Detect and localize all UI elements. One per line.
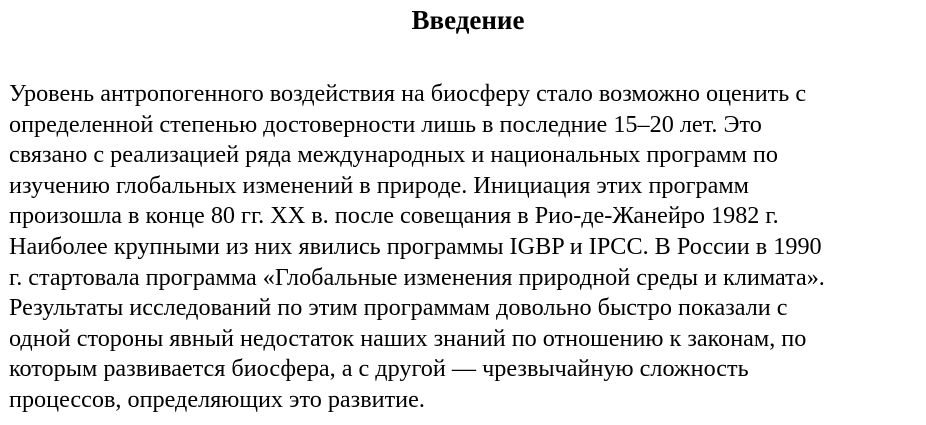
paragraph-line: изучению глобальных изменений в природе. Инициация этих программ bbox=[9, 171, 749, 199]
paragraph-line: Уровень антропогенного воздействия на биосферу стало возможно оценить с bbox=[9, 80, 807, 107]
paragraph-line: одной стороны явный недостаток наших знаний по отношению к законам, по bbox=[9, 324, 807, 352]
introduction-paragraph bbox=[9, 79, 914, 416]
paragraph-line: Наиболее крупными из них явились программы IGBP и IPCC. В России в 1990 bbox=[9, 232, 822, 260]
paragraph-line: г. стартовала программа «Глобальные изменения природной среды и климата». bbox=[9, 263, 825, 291]
paragraph-line: Результаты исследований по этим программам довольно быстро показали с bbox=[9, 294, 788, 322]
paragraph-line: процессов, определяющих это развитие. bbox=[9, 385, 425, 413]
paragraph-line: связано с реализацией ряда международных и национальных программ по bbox=[9, 141, 778, 169]
paragraph-line: определенной степенью достоверности лишь в последние 15–20 лет. Это bbox=[9, 110, 762, 138]
paragraph-line: произошла в конце 80 гг. XX в. после совещания в Рио-де-Жанейро 1982 г. bbox=[9, 202, 779, 230]
page-title: Введение bbox=[411, 5, 525, 35]
paragraph-line: которым развивается биосфера, а с другой — чрезвычайную сложность bbox=[9, 355, 749, 383]
